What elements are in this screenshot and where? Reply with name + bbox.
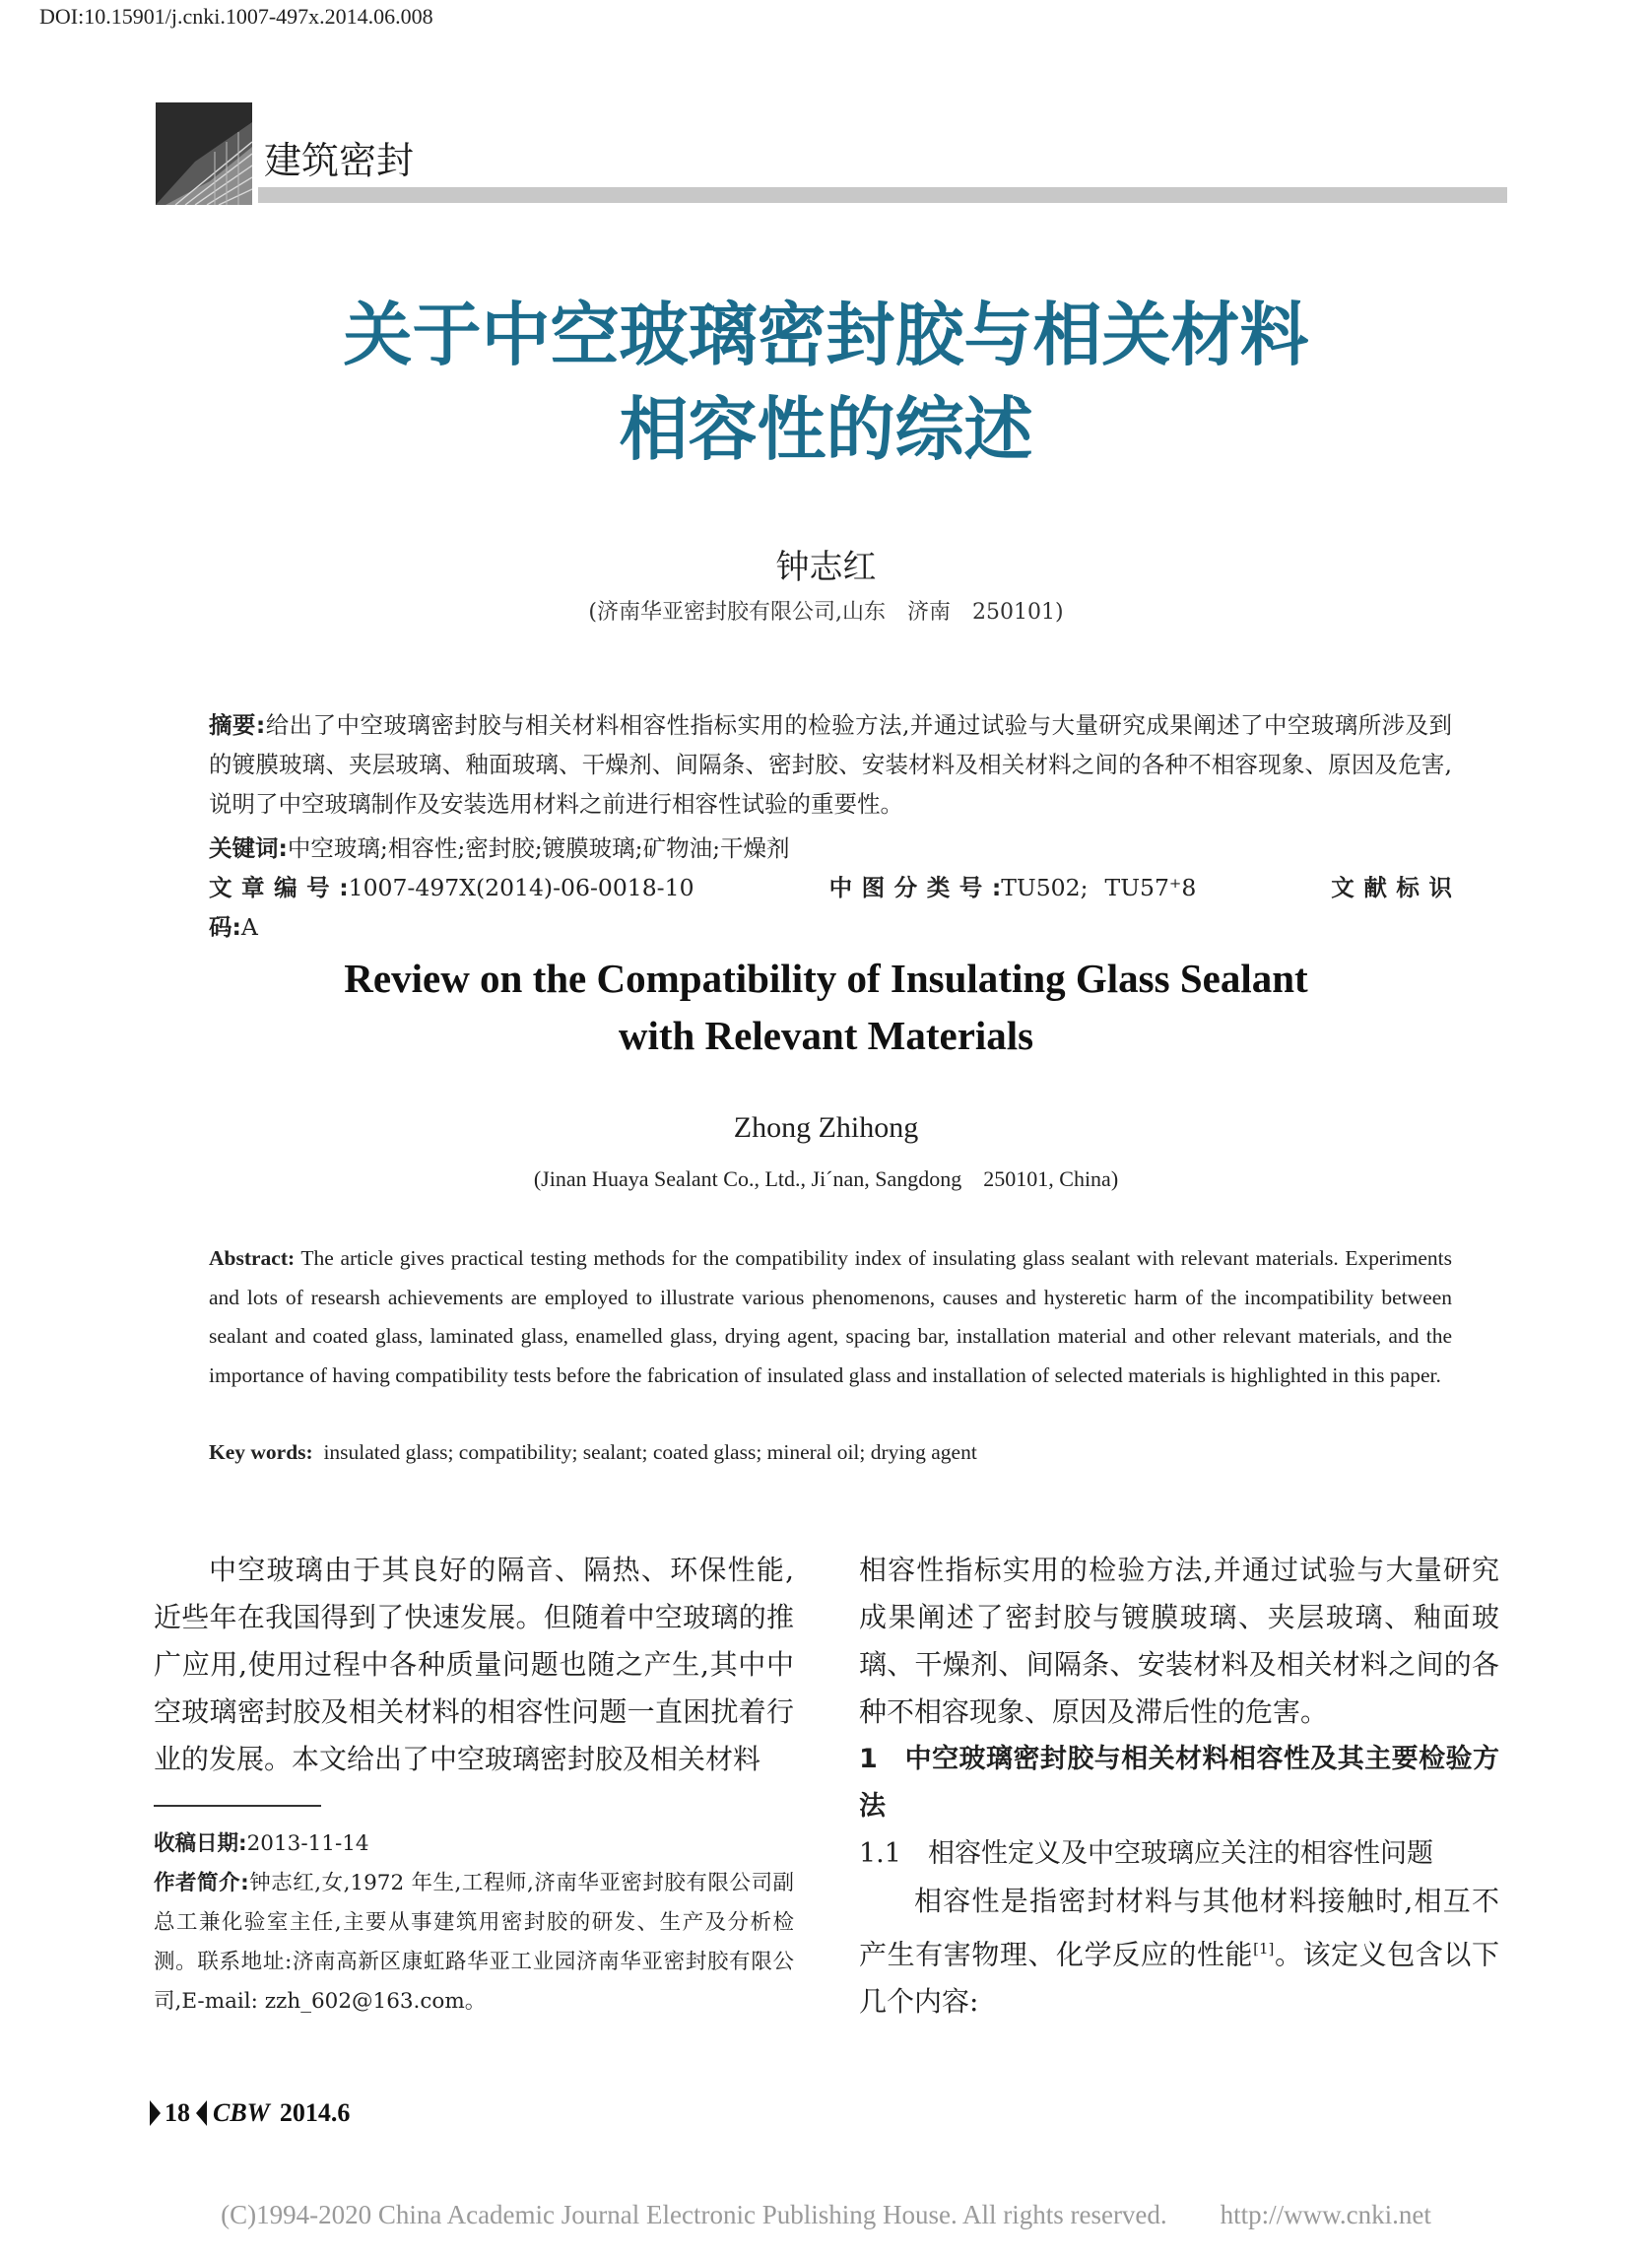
received-date xyxy=(154,1825,794,1864)
page-number: 18 xyxy=(165,2098,190,2127)
clc-number-value: TU502; TU57⁺8 xyxy=(1001,874,1197,901)
doc-code-value: A xyxy=(240,913,258,941)
reference-marker: [1] xyxy=(1253,1940,1275,1958)
body-column-left xyxy=(154,1547,794,1783)
keywords-cn-text: 中空玻璃;相容性;密封胶;镀膜玻璃;矿物油;干燥剂 xyxy=(287,834,790,862)
section-1-heading: 1 中空玻璃密封胶与相关材料相容性及其主要检验方法 xyxy=(859,1744,1499,1822)
title-en-line-1: Review on the Compatibility of Insulating Glass Sealant xyxy=(344,956,1308,1001)
abstract-cn-text: 给出了中空玻璃密封胶与相关材料相容性指标实用的检验方法,并通过试验与大量研究成果阐述了中空玻璃所涉及到的镀膜玻璃、夹层玻璃、釉面玻璃、干燥剂、间隔条、密封胶、安装材料及相关材料之间的各种不相容现象、原因及危害,说明了中空玻璃制作及安装选用材料之前进行相容性试验的重要性。 xyxy=(209,711,1453,818)
abstract-en-text: The article gives practical testing methods for the compatibility index of insulating glass sealant with relevant materials. Experiments and lots of researsh achievements are employed to illustrate various phenomenons, causes and hysteretic harm of the incompatibility between sealant and coated glass, laminated glass, enamelled glass, drying agent, spacing bar, installation material and other relevant materials, and the importance of having compatibility tests before the fabrication of insulated glass and installation of selected materials is highlighted in this paper. xyxy=(209,1246,1452,1387)
title-cn-line-1: 关于中空玻璃密封胶与相关材料 xyxy=(343,295,1309,375)
building-photo-icon xyxy=(156,102,252,205)
article-number-label: 文章编号: xyxy=(209,874,349,901)
affiliation-en: (Jinan Huaya Sealant Co., Ltd., Ji´nan, Sangdong 250101, China) xyxy=(533,1166,1119,1191)
keywords-cn xyxy=(209,829,1452,868)
keywords-en-text: insulated glass; compatibility; sealant; coated glass; mineral oil; drying agent xyxy=(323,1440,977,1464)
affiliation-cn: (济南华亚密封胶有限公司,山东 济南 250101) xyxy=(588,600,1064,625)
triangle-right-icon xyxy=(150,2100,161,2126)
keywords-en xyxy=(209,1433,1452,1473)
journal-issue: 2014.6 xyxy=(279,2098,351,2127)
body-paragraph-intro: 中空玻璃由于其良好的隔音、隔热、环保性能,近些年在我国得到了快速发展。但随着中空玻璃的推广应用,使用过程中各种质量问题也随之产生,其中中空玻璃密封胶及相关材料的相容性问题一直困扰着行业的发展。本文给出了中空玻璃密封胶及相关材料 xyxy=(154,1554,794,1775)
page-footer xyxy=(150,2098,350,2128)
keywords-cn-label: 关键词: xyxy=(209,834,288,862)
author-en: Zhong Zhihong xyxy=(733,1111,919,1144)
body-column-right xyxy=(859,1547,1499,2025)
article-number-value: 1007-497X(2014)-06-0018-10 xyxy=(348,874,694,901)
author-cn: 钟志红 xyxy=(775,548,877,587)
clc-number xyxy=(829,874,1256,901)
copyright-notice: (C)1994-2020 China Academic Journal Electronic Publishing House. All rights reserved. http://www.cnki.net xyxy=(221,2200,1431,2229)
abstract-en xyxy=(209,1239,1452,1395)
abstract-en-label: Abstract: xyxy=(209,1246,296,1270)
header-bar xyxy=(258,187,1507,203)
triangle-left-icon xyxy=(196,2100,207,2126)
doc-code-label: 文献标识码: xyxy=(209,874,1452,941)
article-number xyxy=(209,874,754,901)
body-paragraph-continued: 相容性指标实用的检验方法,并通过试验与大量研究成果阐述了密封胶与镀膜玻璃、夹层玻璃、釉面玻璃、干燥剂、间隔条、安装材料及相关材料之间的各种不相容现象、原因及滞后性的危害。 xyxy=(859,1554,1499,1728)
definition-text: 相容性是指密封材料与其他材料接触时,相互不产生有害物理、化学反应的性能 xyxy=(859,1885,1499,1971)
author-bio-label: 作者简介: xyxy=(154,1871,249,1895)
received-date-value: 2013-11-14 xyxy=(246,1831,369,1856)
body-paragraph-definition xyxy=(859,1878,1499,2025)
section-label: 建筑密封 xyxy=(264,139,415,182)
footnote-divider xyxy=(154,1805,321,1807)
article-meta-cn xyxy=(209,868,1452,947)
title-en-line-2: with Relevant Materials xyxy=(618,1013,1034,1058)
author-bio xyxy=(154,1864,794,2022)
clc-number-label: 中图分类号: xyxy=(828,874,1002,901)
author-bio-text: 钟志红,女,1972 年生,工程师,济南华亚密封胶有限公司副总工兼化验室主任,主要从事建筑用密封胶的研发、生产及分析检测。联系地址:济南高新区康虹路华亚工业园济南华亚密封胶有限公司,E-mail: zzh_602@163.com。 xyxy=(154,1871,794,2014)
abstract-cn xyxy=(209,705,1452,824)
doi-line: DOI:10.15901/j.cnki.1007-497x.2014.06.008 xyxy=(39,4,433,29)
received-date-label: 收稿日期: xyxy=(154,1831,247,1856)
definition-text-end: 。该定义包含以下几个内容: xyxy=(859,1938,1499,2019)
abstract-cn-label: 摘要: xyxy=(209,711,266,739)
footnote xyxy=(154,1825,794,2022)
title-cn-line-2: 相容性的综述 xyxy=(619,389,1033,470)
keywords-en-label: Key words: xyxy=(209,1440,313,1464)
section-1-1-heading: 1.1 相容性定义及中空玻璃应关注的相容性问题 xyxy=(859,1838,1433,1869)
journal-name: CBW xyxy=(213,2098,270,2127)
